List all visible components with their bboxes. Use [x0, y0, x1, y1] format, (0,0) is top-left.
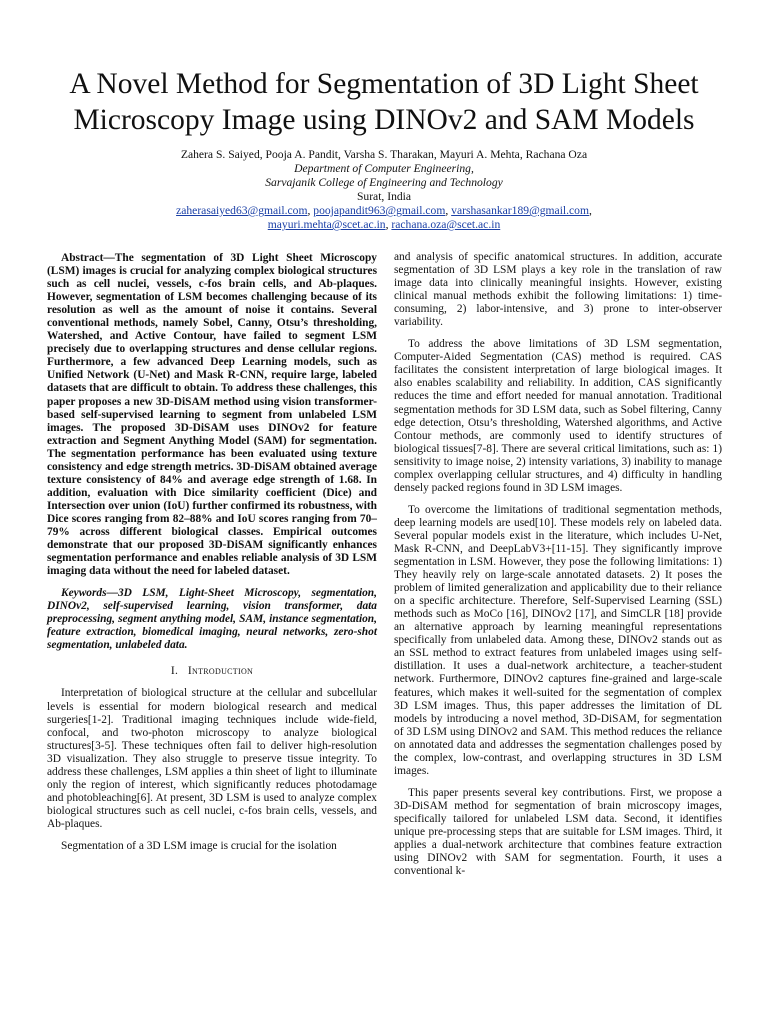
- intro-paragraph-2: Segmentation of a 3D LSM image is crucial for the isolation: [61, 839, 337, 852]
- intro-paragraph-4: To overcome the limitations of traditional segmentation methods, deep learning models are used[10]. These models rely on labeled data. Several popular models exist in the literature, which includes U-Net, Mask R-CNN, and DeepLabV3+[11-15]. They significantly improve segmentation in LSM. However, they pose the following limitations: 1) They heavily rely on large-scale annotated datasets. 2) It poses the problem of limited generalization and applicability due to their reliance on a specific architecture. Therefore, Self-Supervised Learning (SSL) methods such as MoCo [16], DINOv2 [17], and SimCLR [18] provide an alternative approach by learning meaningful representations specifically from unlabeled data. Among these, DINOv2 stands out as an SSL method to extract features from unlabeled images using self-distillation. It uses a dual-network architecture, a teacher-student network. Furthermore, DINOv2 captures fine-grained and large-scale features, which makes it well-suited for the segmentation of complex 3D LSM images. Thus, this paper addresses the limitation of DL models by introducing a novel method, 3D-DiSAM, for segmentation of 3D LSM using DINOv2 and SAM. This method reduces the reliance on annotated data and addresses the segmentation challenges posed by the complex, low-contrast, and overlapping structures in 3D LSM images.: [394, 503, 722, 777]
- section-heading: [47, 664, 377, 677]
- author-list: Zahera S. Saiyed, Pooja A. Pandit, Varsha S. Tharakan, Mayuri A. Mehta, Rachana Oza: [180, 148, 588, 161]
- section-title: Introduction: [187, 664, 254, 678]
- keywords: Keywords—3D LSM, Light-Sheet Microscopy, segmentation, DINOv2, self-supervised learning, vision transformer, data preprocessing, segment anything model, SAM, instance segmentation, feature extraction, biomedical imaging, neural networks, zero-shot segmentation, unlabeled data.: [47, 587, 377, 652]
- intro-paragraph-3: To address the above limitations of 3D LSM segmentation, Computer-Aided Segmentation (CAS) method is required. CAS facilitates the consistent interpretation of large biological images. It also enables scalability and reliability. In addition, CAS significantly reduces the time and effort needed for manual annotation. Traditional segmentation methods for 3D LSM data, such as Sobel filtering, Canny edge detection, Otsu’s thresholding, Watershed algorithms, and Active Contour methods, are commonly used to identify structures of biological tissues[7-8]. There are several critical limitations, such as: 1) sensitivity to image noise, 2) intensity variations, 3) inability to manage complex overlapping cellular structures, and 4) difficulty in handling densely packed regions found in 3D LSM images.: [394, 338, 722, 494]
- email-link[interactable]: rachana.oza@scet.ac.in: [391, 218, 501, 231]
- email-link[interactable]: zaherasaiyed63@gmail.com: [176, 204, 308, 217]
- email-link[interactable]: poojapandit963@gmail.com: [313, 204, 446, 217]
- email-line-2: mayuri.mehta@scet.ac.in, rachana.oza@scet.ac.in: [267, 218, 501, 231]
- intro-paragraph-continued: and analysis of specific anatomical structures. In addition, accurate segmentation of 3D LSM plays a key role in the translation of raw image data into clinically meaningful insights. However, existing clinical manual methods exhibit the following limitations: 1) time-consuming, 2) labor-intensive, and 3) prone to inter-observer variability.: [394, 251, 722, 329]
- author-block: [60, 148, 708, 232]
- right-column: [394, 251, 722, 878]
- email-line-1: zaherasaiyed63@gmail.com, poojapandit963@gmail.com, varshasankar189@gmail.com,: [176, 204, 592, 217]
- abstract: Abstract—The segmentation of 3D Light Sheet Microscopy (LSM) images is crucial for analyzing complex biological structures such as cell nuclei, vessels, c-fos brain cells, and Ab-plaques. However, segmentation of LSM becomes challenging because of its resolution as well as the amount of noise it contains. Several conventional methods, namely Sobel, Canny, Otsu’s thresholding, Watershed, and Active Contour, have failed to segment LSM precisely due to overlapping structures and dense cellular regions. Furthermore, a few advanced Deep Learning models, such as Unified Network (U-Net) and Mask R-CNN, require large, labeled datasets that are difficult to obtain. To address these challenges, this paper proposes a new 3D-DiSAM method using vision transformer-based self-supervised learning to segment from unlabeled LSM images. The proposed 3D-DiSAM uses DINOv2 for feature extraction and Segment Anything Model (SAM) for segmentation. The segmentation performance has been evaluated using texture consistency and edge strength metrics. 3D-DiSAM obtained average texture consistency of 84% and average edge strength of 1.68. In addition, evaluation with Dice similarity coefficient (Dice) and Intersection over union (IoU) further confirmed its robustness, with Dice scores ranging from 82–88% and IoU scores ranging from 70–79% across different biological classes. Empirical outcomes demonstrate that our proposed 3D-DiSAM significantly enhances segmentation performance and enables reliable analysis of 3D LSM imaging data without the need for labeled dataset.: [47, 252, 377, 578]
- intro-paragraph-5: This paper presents several key contributions. First, we propose a 3D-DiSAM method for segmentation of brain microscopy images, specifically tailored for unlabeled LSM data. Second, it identifies unique pre-processing steps that are suitable for LSM images. Third, it applies a dual-network architecture that combines feature extraction using DINOv2 with SAM for segmentation. Fourth, it uses a conventional k-: [394, 786, 722, 878]
- paper-title: A Novel Method for Segmentation of 3D Light Sheet Microscopy Image using DINOv2 and SAM Models: [69, 68, 699, 136]
- left-column: [47, 252, 377, 853]
- intro-paragraph-1: Interpretation of biological structure at the cellular and subcellular levels is essential for modern biological research and medical surgeries[1-2]. Traditional imaging techniques include wide-field, confocal, and two-photon microscopy to analyze biological structures[3-5]. These techniques often fail to deliver high-resolution 3D visualization. They also struggle to preserve tissue integrity. To address these challenges, LSM applies a thin sheet of light to illuminate only the region of interest, which significantly reduces photodamage and photobleaching[6]. At present, 3D LSM is used to analyze complex biological structures such as cell nuclei, c-fos brain cells, vessels, and Ab-plaques.: [47, 687, 377, 830]
- institution: Sarvajanik College of Engineering and Technology: [265, 176, 503, 189]
- email-link[interactable]: varshasankar189@gmail.com: [451, 204, 590, 217]
- location: Surat, India: [356, 190, 412, 203]
- email-link[interactable]: mayuri.mehta@scet.ac.in: [267, 218, 386, 231]
- section-number: I.: [170, 664, 179, 678]
- department: Department of Computer Engineering,: [294, 162, 474, 175]
